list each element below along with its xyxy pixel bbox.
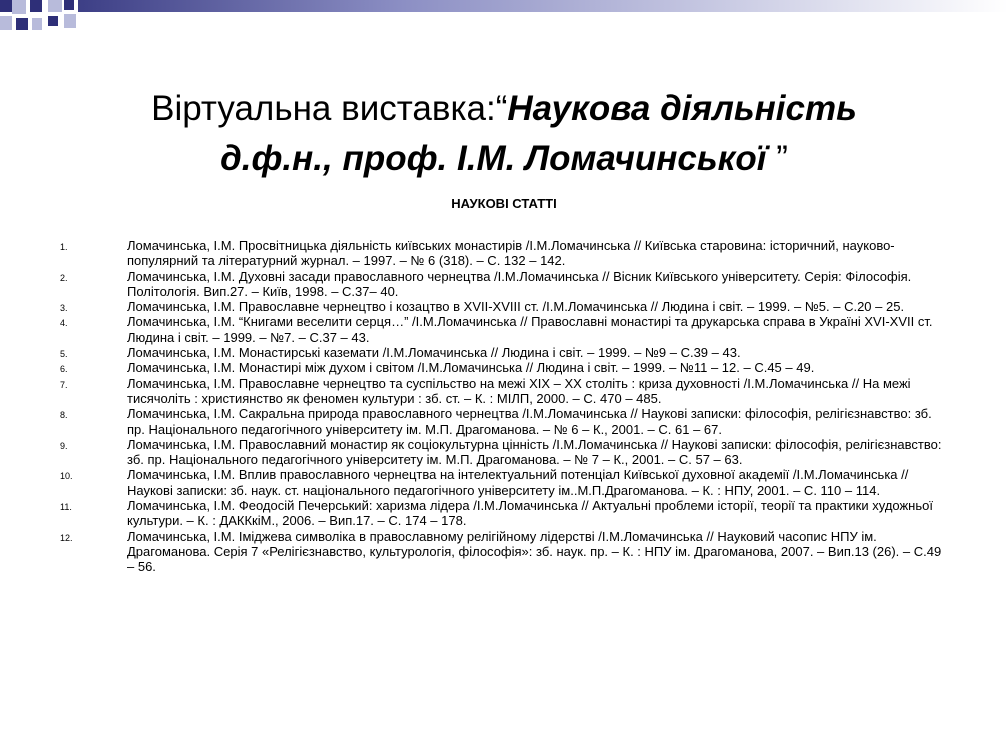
title-suffix: ” — [766, 139, 788, 178]
list-item-text: Ломачинська, І.М. “Книгами веселити серця…” /І.М.Ломачинська // Православні монастирі та друкарська справа в Україні XVI-XVII ст. Людина і світ. – 1999. – №7. – С.37 – 43. — [127, 314, 933, 345]
list-item-text: Ломачинська, І.М. Монастирські каземати /І.М.Ломачинська // Людина і світ. – 1999. – №9 – С.39 – 43. — [127, 345, 741, 361]
list-item-number: 12. — [60, 532, 73, 543]
decoration-gradient-bar — [78, 0, 1008, 12]
decoration-square — [48, 16, 58, 26]
title-emphasis-2: д.ф.н., проф. І.М. Ломачинської — [220, 139, 767, 178]
list-item — [0, 406, 1008, 437]
list-item-text: Ломачинська, І.М. Монастирі між духом і світом /І.М.Ломачинська // Людина і світ. – 1999. – №11 – 12. – С.45 – 49. — [127, 360, 815, 376]
list-item-text: Ломачинська, І.М. Іміджева символіка в православному релігійному лідерстві /І.М.Ломачинська // Науковий часопис НПУ ім. Драгоманова. Серія 7 «Релігієзнавство, культурологія, філософія»: зб. наук. пр. – К. : НПУ ім. Драгоманова, 2007. – Вип.13 (26). – С.49 – 56. — [127, 528, 942, 575]
list-item — [0, 529, 1008, 575]
decoration-square — [0, 0, 12, 12]
articles-list — [0, 238, 1008, 575]
list-item-number: 11. — [60, 502, 72, 513]
list-item-number: 1. — [60, 242, 68, 252]
list-item-text: Ломачинська, І.М. Православне чернецтво та суспільство на межі ХІХ – ХХ століть : криза духовності /І.М.Ломачинська // На межі тисячоліть : християнство як феномен культури : зб. ст. – К. : МІЛП, 2000. – С. 470 – 485. — [127, 375, 911, 406]
list-item-number: 7. — [60, 379, 68, 390]
list-item — [0, 345, 1008, 360]
list-item-text: Ломачинська, І.М. Вплив православного чернецтва на інтелектуальний потенціал Київської духовної академії /І.М.Ломачинська // Наукові записки: зб. наук. ст. національного педагогічного університету ім..М.П.Драгоманова. – К. : НПУ, 2001. – С. 110 – 114. — [127, 467, 909, 498]
title-emphasis-1: Наукова діяльність — [507, 89, 857, 128]
slide-title — [0, 84, 1008, 184]
list-item-text: Ломачинська, І.М. Православне чернецтво і козацтво в XVII-XVIII ст. /І.М.Ломачинська // Людина і світ. – 1999. – №5. – С.20 – 25. — [127, 299, 905, 315]
decoration-square — [30, 0, 42, 12]
decoration-square — [12, 0, 26, 14]
list-item-number: 10. — [60, 471, 73, 482]
list-item — [0, 467, 1008, 498]
list-item-number: 8. — [60, 410, 68, 421]
list-item — [0, 498, 1008, 529]
title-prefix: Віртуальна виставка:“ — [151, 89, 508, 128]
list-item — [0, 360, 1008, 375]
list-item — [0, 314, 1008, 345]
list-item — [0, 269, 1008, 300]
decoration-square — [0, 16, 12, 30]
list-item — [0, 437, 1008, 468]
slide-title-line-2 — [0, 134, 1008, 184]
list-item-number: 5. — [60, 349, 68, 360]
decoration-square — [32, 18, 42, 30]
decoration-square — [64, 14, 76, 28]
section-heading: НАУКОВІ СТАТТІ — [451, 196, 557, 211]
decoration-square — [48, 0, 62, 12]
list-item-number: 4. — [60, 318, 68, 329]
list-item-number: 2. — [60, 272, 68, 283]
list-item — [0, 376, 1008, 407]
list-item — [0, 238, 1008, 269]
list-item-number: 9. — [60, 440, 68, 451]
list-item-number: 3. — [60, 303, 68, 314]
decoration-square — [16, 18, 28, 30]
slide-title-line-1 — [0, 84, 1008, 134]
list-item-text: Ломачинська, І.М. Духовні засади православного чернецтва /І.М.Ломачинська // Вісник Київського університету. Серія: Філософія. Політологія. Вип.27. – Київ, 1998. – С.37– 40. — [127, 268, 912, 299]
list-item-text: Ломачинська, І.М. Православний монастир як соціокультурна цінність /І.М.Ломачинська // Наукові записки: філософія, релігієзнавство: зб. пр. Національного педагогічного університету ім. М.П. Драгоманова. – № 7 – К., 2001. – С. 57 – 63. — [127, 436, 942, 468]
list-item — [0, 299, 1008, 314]
decoration-square — [64, 0, 74, 10]
list-item-text: Ломачинська, І.М. Просвітницька діяльність київських монастирів /І.М.Ломачинська // Київська старовина: історичний, науково-популярний та літературний журнал. – 1997. – № 6 (318). – С. 132 – 142. — [127, 238, 895, 269]
header-decoration — [0, 0, 1008, 40]
list-item-text: Ломачинська, І.М. Феодосій Печерський: харизма лідера /І.М.Ломачинська // Актуальні проблеми історії, теорії та практики художньої культури. – К. : ДАККкіМ., 2006. – Вип.17. – С. 174 – 178. — [127, 498, 933, 529]
list-item-text: Ломачинська, І.М. Сакральна природа православного чернецтва /І.М.Ломачинська // Наукові записки: філософія, релігієзнавство: зб. пр. Національного педагогічного університету ім. М.П. Драгоманова. – № 6 – К., 2001. – С. 61 – 67. — [127, 406, 932, 437]
list-item-number: 6. — [60, 364, 68, 375]
